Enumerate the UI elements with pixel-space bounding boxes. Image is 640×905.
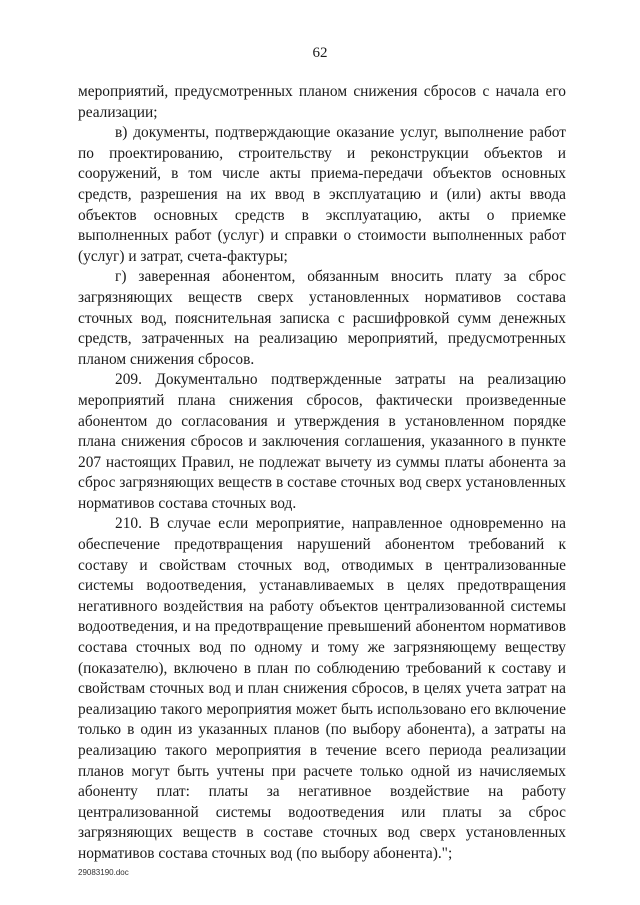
paragraph-210: 210. В случае если мероприятие, направленное одновременно на обеспечение предотвращения нарушений абонентом требований к составу и свойствам сточных вод, отводимых в централизованные системы водоотведения, устанавливаемых в целях предотвращения негативного воздействия на работу объектов централизованной системы водоотведения, и на предотвращение превышений абонентом нормативов состава сточных вод по одному и тому же загрязняющему веществу (показателю), включено в план по соблюдению требований к составу и свойствам сточных вод и план снижения сбросов, в целях учета затрат на реализацию такого мероприятия может быть использовано его включение только в один из указанных планов (по выбору абонента), а затраты на реализацию такого мероприятия в течение всего периода реализации планов могут быть учтены при расчете только одной из начисляемых абоненту плат: платы за негативное воздействие на работу централизованной системы водоотведения или платы за сброс загрязняющих веществ в составе сточных вод сверх установленных нормативов состава сточных вод (по выбору абонента)."; — [78, 515, 566, 862]
page-number: 62 — [312, 45, 328, 61]
document-body — [78, 82, 566, 865]
paragraph-continuation: мероприятий, предусмотренных планом снижения сбросов с начала его реализации; — [78, 83, 566, 121]
paragraph-item-v: в) документы, подтверждающие оказание услуг, выполнение работ по проектированию, строительству и реконструкции объектов и сооружений, в том числе акты приема-передачи объектов основных средств, разрешения на их ввод в эксплуатацию и (или) акты ввода объектов основных средств в эксплуатацию, акты о приемке выполненных работ (услуг) и справки о стоимости выполненных работ (услуг) и затрат, счета-фактуры; — [78, 124, 566, 265]
paragraph-209: 209. Документально подтвержденные затраты на реализацию мероприятий плана снижения сбросов, фактически произведенные абонентом до согласования и утверждения в установленном порядке плана снижения сбросов и заключения соглашения, указанного в пункте 207 настоящих Правил, не подлежат вычету из суммы платы абонента за сброс загрязняющих веществ в составе сточных вод сверх установленных нормативов состава сточных вод. — [78, 371, 566, 512]
file-name-footer: 29083190.doc — [78, 868, 129, 877]
paragraph-item-g: г) заверенная абонентом, обязанным вносить плату за сброс загрязняющих веществ сверх установленных нормативов состава сточных вод, пояснительная записка с расшифровкой сумм денежных средств, затраченных на реализацию мероприятий, предусмотренных планом снижения сбросов. — [78, 268, 566, 368]
